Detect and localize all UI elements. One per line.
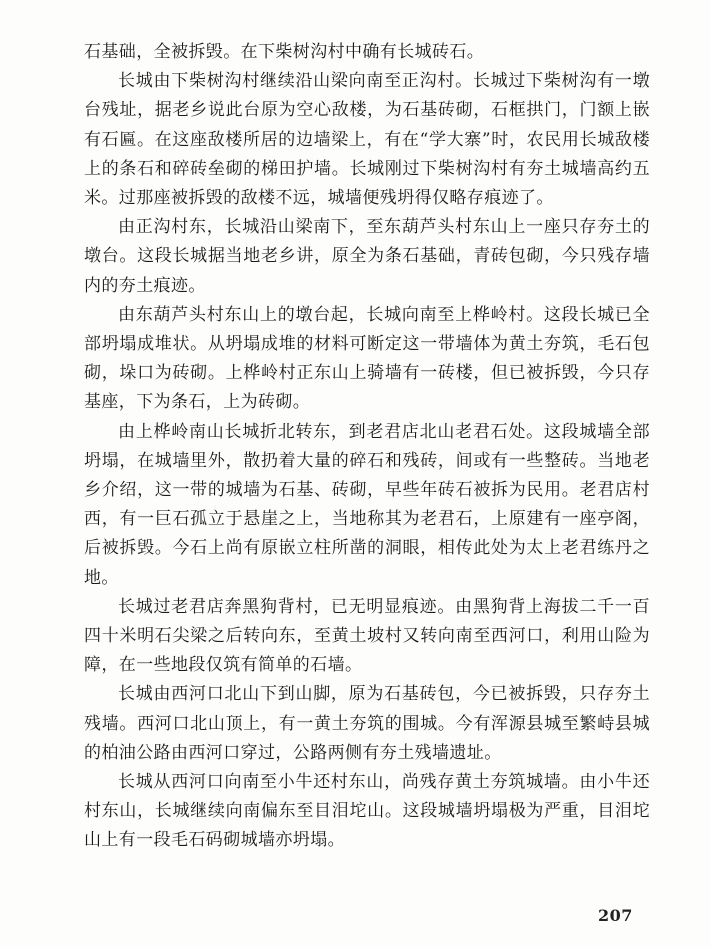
paragraph-7: 长城由西河口北山下到山脚，原为石基砖包，今已被拆毁，只存夯土残墙。西河口北山顶上，有一黄土夯筑的围城。今有浑源县城至繁峙县城的柏油公路由西河口穿过，公路两侧有夯土残墙遗址。 [84, 684, 650, 763]
paragraph-6: 长城过老君店奔黑狗背村，已无明显痕迹。由黑狗背上海拔二千一百四十米明石尖梁之后转向东，至黄土坡村又转向南至西河口，利用山险为障，在一些地段仅筑有简单的石墙。 [84, 596, 650, 676]
paragraph-5: 由上桦岭南山长城折北转东，到老君店北山老君石处。这段城墙全部坍塌，在城墙里外，散扔着大量的碎石和残砖，间或有一些整砖。当地老乡介绍，这一带的城墙为石基、砖砌，早些年砖石被拆为民用。老君店村西，有一巨石孤立于悬崖之上，当地称其为老君石，上原建有一座亭阁，后被拆毁。今石上尚有原嵌立柱所凿的洞眼，相传此处为太上老君练丹之地。 [84, 421, 650, 588]
paragraph-2: 长城由下柴树沟村继续沿山梁向南至正沟村。长城过下柴树沟有一墩台残址，据老乡说此台原为空心敌楼，为石基砖砌，石框拱门，门额上嵌有石匾。在这座敌楼所居的边墙梁上，有在“学大寨”时，农民用长城敌楼上的条石和碎砖垒砌的梯田护墙。长城刚过下柴树沟村有夯土城墙高约五米。过那座被拆毁的敌楼不远，城墙便残坍得仅略存痕迹了。 [84, 71, 650, 209]
page-number: 207 [598, 906, 633, 925]
paragraph-1: 石基础，全被拆毁。在下柴树沟村中确有长城砖石。 [84, 42, 485, 62]
paragraph-4: 由东葫芦头村东山上的墩台起，长城向南至上桦岭村。这段长城已全部坍塌成堆状。从坍塌成堆的材料可断定这一带墙体为黄土夯筑，毛石包砌，垛口为砖砌。上桦岭村正东山上骑墙有一砖楼，但已被拆毁，今只存基座，下为条石，上为砖砌。 [84, 304, 650, 413]
paragraph-8: 长城从西河口向南至小牛还村东山，尚残存黄土夯筑城墙。由小牛还村东山，长城继续向南偏东至目泪坨山。这段城墙坍塌极为严重，目泪坨山上有一段毛石码砌城墙亦坍塌。 [84, 772, 650, 851]
body-text [84, 38, 650, 856]
paragraph-3: 由正沟村东，长城沿山梁南下，至东葫芦头村东山上一座只存夯土的墩台。这段长城据当地老乡讲，原全为条石基础，青砖包砌，今只残存墙内的夯土痕迹。 [84, 217, 650, 296]
